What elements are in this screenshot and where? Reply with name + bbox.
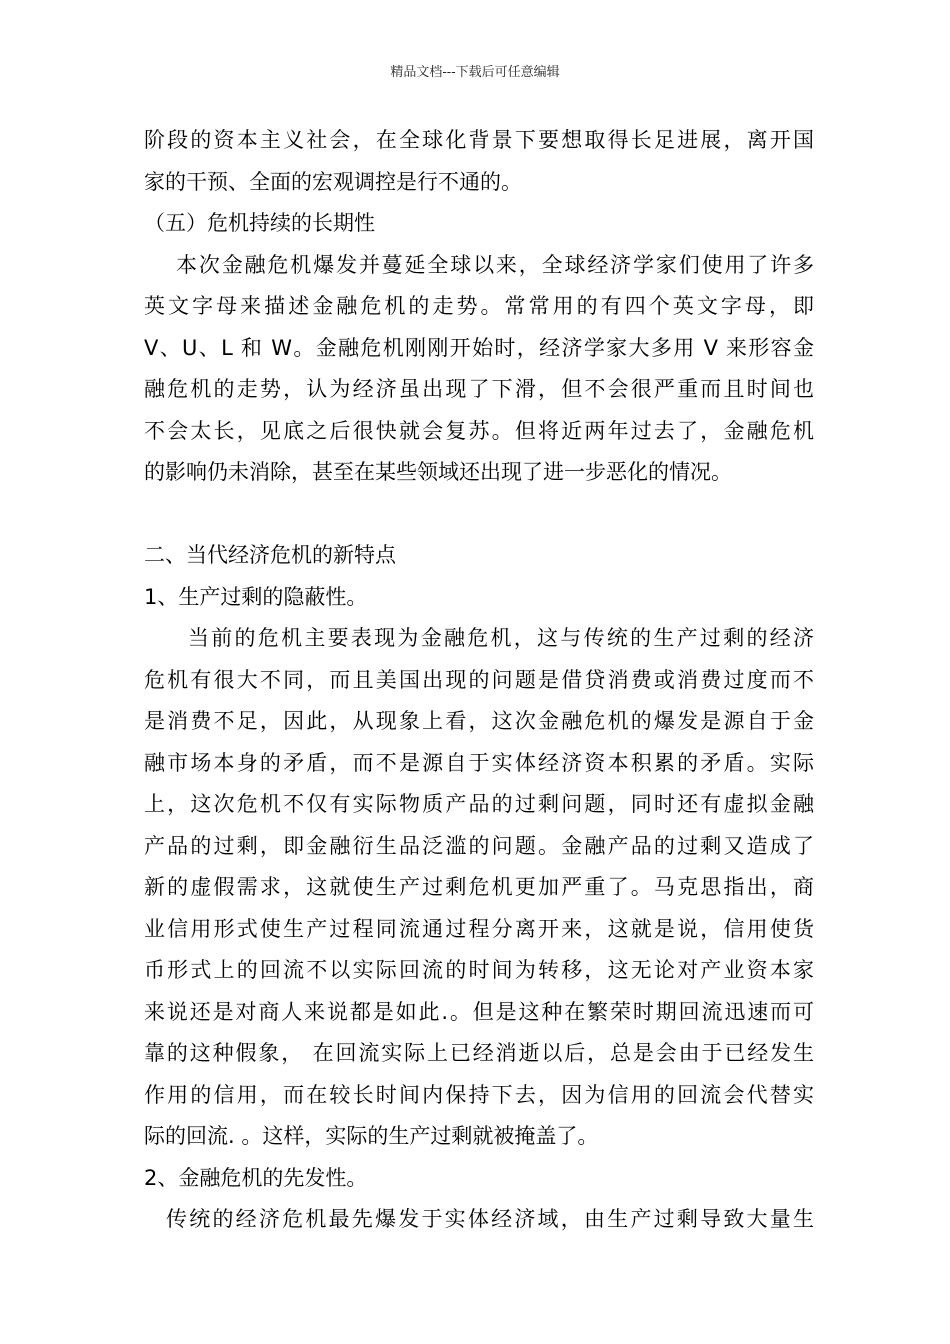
- paragraph-line: 际的回流. 。这样，实际的生产过剩就被掩盖了。: [144, 1124, 599, 1148]
- paragraph-line: 的影响仍未消除，甚至在某些领域还出现了进一步恶化的情况。: [144, 460, 732, 484]
- subsection-heading: 1、生产过剩的隐蔽性。: [144, 584, 368, 609]
- paragraph-line: 是消费不足，因此，从现象上看，这次金融危机的爆发是源自于金: [144, 709, 814, 733]
- blank-line: [144, 494, 814, 536]
- paragraph-line: 业信用形式使生产过程同流通过程分离开来，这就是说，信用使货: [144, 916, 814, 941]
- paragraph-line: 阶段的资本主义社会，在全球化背景下要想取得长足进展，离开国: [144, 128, 814, 152]
- paragraph-line: 不会太长，见底之后很快就会复苏。但将近两年过去了，金融危机: [144, 418, 814, 443]
- paragraph-line: 来说还是对商人来说都是如此.。但是这种在繁荣时期回流迅速而可: [144, 999, 814, 1024]
- paragraph-line: 新的虚假需求，这就使生产过剩危机更加严重了。马克思指出，商: [144, 875, 814, 899]
- subsection-heading: 2、金融危机的先发性。: [144, 1165, 368, 1190]
- paragraph-line: 本次金融危机爆发并蔓延全球以来，全球经济学家们使用了许多: [176, 252, 814, 277]
- paragraph-line: 危机有很大不同，而且美国出现的问题是借贷消费或消费过度而不: [144, 667, 814, 692]
- page-header: 精品文档---下载后可任意编辑: [390, 65, 560, 80]
- paragraph-line: 作用的信用，而在较长时间内保持下去，因为信用的回流会代替实: [144, 1082, 814, 1107]
- paragraph-line: 融危机的走势，认为经济虽出现了下滑，但不会很严重而且时间也: [144, 377, 814, 401]
- paragraph-line: 靠的这种假象， 在回流实际上已经消逝以后，总是会由于已经发生: [144, 1041, 814, 1065]
- paragraph-line: 英文字母来描述金融危机的走势。常常用的有四个英文字母，即: [144, 294, 814, 318]
- paragraph-line: 币形式上的回流不以实际回流的时间为转移，这无论对产业资本家: [144, 958, 814, 982]
- section-heading: 二、当代经济危机的新特点: [144, 543, 396, 567]
- paragraph-line: 当前的危机主要表现为金融危机，这与传统的生产过剩的经济: [188, 626, 814, 650]
- paragraph-line: 融市场本身的矛盾，而不是源自于实体经济资本积累的矛盾。实际: [144, 750, 814, 775]
- paragraph-line: 家的干预、全面的宏观调控是行不通的。: [144, 169, 522, 194]
- paragraph-line: V、U、L 和 W。金融危机刚刚开始时，经济学家大多用 V 来形容金: [144, 335, 814, 360]
- paragraph-line: 传统的经济危机最先爆发于实体经济域，由生产过剩导致大量生: [166, 1207, 814, 1231]
- paragraph-line: 上，这次危机不仅有实际物质产品的过剩问题，同时还有虚拟金融: [144, 792, 814, 816]
- section-heading: （五）危机持续的长期性: [144, 211, 375, 235]
- paragraph-line: 产品的过剩，即金融衍生品泛滥的问题。金融产品的过剩又造成了: [144, 833, 814, 858]
- document-body: [144, 120, 814, 1241]
